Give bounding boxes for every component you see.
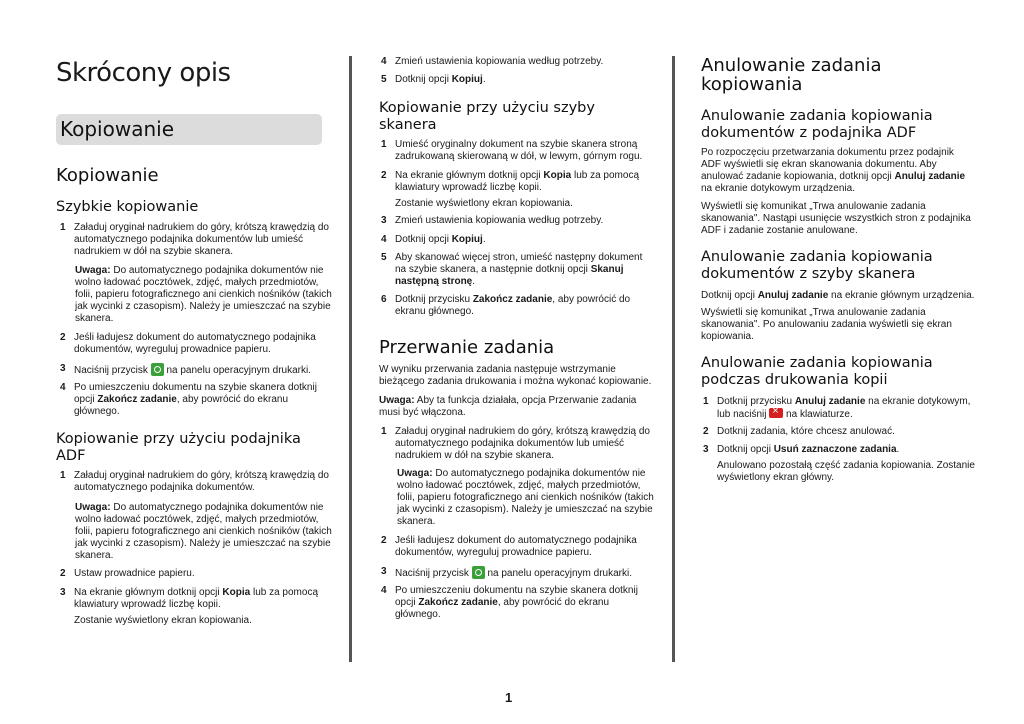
text-line [74, 394, 317, 406]
text-segment: . [472, 276, 476, 287]
text-line [717, 408, 970, 421]
text-line: dokumentów, wyreguluj prowadnice papieru. [395, 547, 592, 558]
step-text [395, 294, 630, 318]
note-text: Do automatycznego podajnika dokumentów nie [110, 265, 324, 276]
option-zakoncz-zadanie: Zakończ zadanie [97, 394, 177, 405]
text-line: na ekranie dotykowym urządzenia. [701, 183, 855, 194]
text-line: Zostanie wyświetlony ekran kopiowania. [395, 198, 573, 209]
text-segment: Dotknij opcji [395, 234, 452, 245]
column-divider-right [672, 56, 675, 662]
heading-kopiowanie-szyba [379, 100, 595, 134]
text-line [395, 264, 642, 276]
step-number: 2 [381, 170, 387, 181]
step-text [395, 566, 632, 580]
heading-line: skanera [379, 117, 437, 133]
step-text [717, 426, 895, 438]
text-line: Po rozpoczęciu przetwarzania dokumentu przez podajnik [701, 147, 954, 158]
text-line [75, 265, 335, 277]
text-line [74, 587, 318, 599]
text-line: nadrukiem w dół na szybie skanera. [74, 246, 233, 257]
text-line: wolno ładować pocztówek, zdjęć, małych przedmiotów, [75, 514, 319, 525]
step-number: 2 [703, 426, 709, 437]
text-line: folii, papieru fotograficznego ani cienkich nośników (takich [75, 526, 332, 537]
text-line [395, 234, 486, 246]
heading-line: podczas drukowania kopii [701, 372, 888, 388]
text-line: automatycznego podajnika dokumentów lub umieść [395, 438, 625, 449]
step-number: 2 [60, 332, 66, 343]
text-segment: na szybie skanera, a następnie dotknij opcji [395, 264, 591, 275]
text-line: Ustaw prowadnice papieru. [74, 568, 195, 579]
text-line: Zostanie wyświetlony ekran kopiowania. [74, 615, 252, 626]
step-text [74, 470, 329, 494]
step-text [395, 234, 486, 246]
text-segment: na klawiaturze. [783, 409, 853, 420]
text-segment: Dotknij opcji [395, 74, 452, 85]
step-number: 3 [381, 215, 387, 226]
text-line [395, 294, 630, 306]
stop-button-icon [769, 408, 783, 418]
text-line [717, 444, 975, 456]
step-number: 3 [381, 566, 387, 577]
text-line: Jeśli ładujesz dokument do automatycznego podajnika [395, 535, 637, 546]
text-line: kopiowania. [701, 331, 754, 342]
heading-anulowanie-szyba [701, 249, 933, 283]
text-segment: lub za pomocą [571, 170, 640, 181]
note [75, 502, 335, 562]
note-label: Uwaga: [379, 395, 415, 406]
text-segment: Na ekranie głównym dotknij opcji [74, 587, 223, 598]
text-segment: Dotknij opcji [701, 290, 758, 301]
text-line: wyświetlony ekran główny. [717, 472, 835, 483]
text-line: wolno ładować pocztówek, zdjęć, małych przedmiotów, [75, 277, 319, 288]
heading-line: Kopiowanie przy użyciu szyby [379, 100, 595, 116]
heading-line: kopiowania [701, 74, 803, 95]
text-segment: . [482, 234, 486, 245]
text-line: Załaduj oryginał nadrukiem do góry, krótszą krawędzią do [395, 426, 650, 437]
page-title: Skrócony opis [56, 58, 231, 88]
step-number: 1 [381, 426, 387, 437]
text-line: Wyświetli się komunikat „Trwa anulowanie zadania [701, 307, 926, 318]
text-line: ADF wyświetli się ekran skanowania dokumentu. Aby [701, 159, 937, 170]
step-number: 2 [381, 535, 387, 546]
text-line: skanera. [75, 550, 114, 561]
text-segment: Naciśnij przycisk [395, 568, 472, 579]
text-line: jak wycinki z czasopism). Należy je umieszczać na szybie [397, 504, 653, 515]
text-segment: . [896, 444, 900, 455]
text-line: jak wycinki z czasopism). Należy je umieszczać na szybie [75, 301, 331, 312]
text-line: Zmień ustawienia kopiowania według potrzeby. [395, 215, 604, 226]
text-segment: na panelu operacyjnym drukarki. [484, 568, 632, 579]
text-line: klawiatury wprowadź liczbę kopii. [395, 182, 542, 193]
text-line: folii, papieru fotograficznego ani cienkich nośników (takich [75, 289, 332, 300]
text-line: bieżącego zadania drukowania i można wykonać kopiowanie. [379, 376, 652, 387]
paragraph [379, 364, 659, 388]
step-number: 1 [381, 139, 387, 150]
paragraph [701, 290, 991, 302]
paragraph [701, 201, 991, 237]
note [379, 395, 659, 419]
option-anuluj-zadanie: Anuluj zadanie [894, 171, 966, 182]
option-zakoncz-zadanie: Zakończ zadanie [418, 597, 498, 608]
text-segment: Dotknij opcji [717, 444, 774, 455]
text-segment: . [482, 74, 486, 85]
text-segment: anulować zadanie kopiowania, dotknij opcji [701, 171, 895, 182]
step-text [395, 139, 642, 163]
option-skanuj: Skanuj [590, 264, 624, 275]
heading-line: Anulowanie zadania kopiowania [701, 249, 933, 265]
text-segment: , aby powrócić do ekranu [176, 394, 288, 405]
step-text [74, 382, 317, 418]
note-label: Uwaga: [75, 502, 111, 513]
step-number: 4 [60, 382, 66, 393]
step-text [74, 568, 195, 580]
text-line: wolno ładować pocztówek, zdjęć, małych przedmiotów, [397, 480, 641, 491]
text-segment: , aby powrócić do [552, 294, 631, 305]
note-text: Aby ta funkcja działała, opcja Przerwanie zadania [414, 395, 637, 406]
text-segment: Dotknij przycisku [717, 396, 795, 407]
option-usun-zaznaczone-zadania: Usuń zaznaczone zadania [773, 444, 897, 455]
text-segment: opcji [395, 597, 419, 608]
text-line: Dotknij zadania, które chcesz anulować. [717, 426, 895, 437]
text-line: Po umieszczeniu dokumentu na szybie skanera dotknij [74, 382, 317, 393]
step-number: 1 [60, 470, 66, 481]
text-line: Aby skanować więcej stron, umieść następny dokument [395, 252, 643, 263]
heading-przerwanie-zadania: Przerwanie zadania [379, 337, 555, 358]
start-button-icon [151, 363, 164, 376]
heading-anulowanie-drukowanie [701, 355, 933, 389]
option-kopia: Kopia [222, 587, 251, 598]
text-line: nadrukiem w dół na szybie skanera. [395, 450, 554, 461]
text-line [701, 171, 991, 183]
note [75, 265, 335, 325]
text-line: automatycznego podajnika dokumentów lub umieść [74, 234, 304, 245]
step-number: 4 [381, 56, 387, 67]
step-text [74, 222, 329, 258]
text-line [395, 597, 638, 609]
text-line: klawiatury wprowadź liczbę kopii. [74, 599, 221, 610]
step-text [395, 535, 637, 559]
option-anuluj-zadanie: Anuluj zadanie [794, 396, 866, 407]
text-segment: Naciśnij przycisk [74, 365, 151, 376]
step-number: 5 [381, 74, 387, 85]
heading-kopiowanie: Kopiowanie [56, 165, 159, 186]
text-segment: opcji [74, 394, 98, 405]
text-line: Załaduj oryginał nadrukiem do góry, krótszą krawędzią do [74, 470, 329, 481]
step-number: 3 [60, 363, 66, 374]
note-label: Uwaga: [397, 468, 433, 479]
text-line [395, 170, 639, 182]
page-number: 1 [505, 690, 513, 705]
heading-line: Kopiowanie przy użyciu podajnika [56, 431, 301, 447]
text-line: Anulowano pozostałą część zadania kopiowania. Zostanie [717, 460, 975, 471]
step-number: 6 [381, 294, 387, 305]
note-text: Do automatycznego podajnika dokumentów nie [432, 468, 646, 479]
step-text [395, 74, 486, 86]
text-line: skanera. [75, 313, 114, 324]
text-line: automatycznego podajnika dokumentów. [74, 482, 255, 493]
step-text [74, 363, 311, 377]
option-kopiuj: Kopiuj [451, 234, 483, 245]
note-text: Do automatycznego podajnika dokumentów nie [110, 502, 324, 513]
text-line: głównego. [74, 406, 120, 417]
start-button-icon [472, 566, 485, 579]
heading-anulowanie-zadania-kopiowania [701, 56, 881, 94]
paragraph [701, 307, 991, 343]
step-number: 4 [381, 234, 387, 245]
text-line [717, 396, 970, 408]
text-line: Po umieszczeniu dokumentu na szybie skanera dotknij [395, 585, 638, 596]
text-line: folii, papieru fotograficznego ani cienkich nośników (takich [397, 492, 654, 503]
step-number: 2 [60, 568, 66, 579]
text-line: W wyniku przerwania zadania następuje wstrzymanie [379, 364, 616, 375]
text-line: musi być włączona. [379, 407, 466, 418]
option-kopia: Kopia [543, 170, 572, 181]
option-nastepna-strone: następną stronę [395, 276, 473, 287]
text-line [395, 276, 642, 288]
paragraph [701, 147, 991, 195]
text-segment: na ekranie głównym urządzenia. [828, 290, 975, 301]
text-segment: , aby powrócić do ekranu [497, 597, 609, 608]
heading-szybkie-kopiowanie: Szybkie kopiowanie [56, 199, 199, 215]
text-line: Załaduj oryginał nadrukiem do góry, krótszą krawędzią do [74, 222, 329, 233]
heading-line: Anulowanie zadania kopiowania [701, 108, 933, 124]
text-line: Jeśli ładujesz dokument do automatycznego podajnika [74, 332, 316, 343]
text-line [701, 290, 991, 302]
step-text [395, 215, 603, 227]
step-number: 4 [381, 585, 387, 596]
text-line: skanowania". Po anulowaniu zadania wyświetli się ekran [701, 319, 952, 330]
step-text [74, 332, 316, 356]
heading-line: dokumentów z szyby skanera [701, 266, 916, 282]
heading-line: dokumentów z podajnika ADF [701, 125, 917, 141]
text-line: ekranu głównego. [395, 306, 474, 317]
text-line: skanowania". Nastąpi usunięcie wszystkich stron z podajnika [701, 213, 971, 224]
text-line [395, 74, 486, 86]
text-line: zadrukowaną skierowaną w dół, w lewym, górnym rogu. [395, 151, 643, 162]
text-line: Umieść oryginalny dokument na szybie skanera stroną [395, 139, 638, 150]
step-text [717, 444, 975, 484]
text-line [395, 566, 632, 580]
column-divider-left [349, 56, 352, 662]
text-line: jak wycinki z czasopism). Należy je umieszczać na szybie [75, 538, 331, 549]
text-line: Wyświetli się komunikat „Trwa anulowanie zadania [701, 201, 926, 212]
option-kopiuj: Kopiuj [451, 74, 483, 85]
heading-line: Anulowanie zadania kopiowania [701, 355, 933, 371]
step-text [395, 252, 642, 288]
text-line: skanera. [397, 516, 436, 527]
step-number: 5 [381, 252, 387, 263]
heading-kopiowanie-adf [56, 431, 301, 465]
text-line [379, 395, 659, 407]
option-zakoncz-zadanie: Zakończ zadanie [472, 294, 553, 305]
text-segment: lub za pomocą [250, 587, 319, 598]
step-number: 3 [60, 587, 66, 598]
text-line: głównego. [395, 609, 441, 620]
text-segment: Dotknij przycisku [395, 294, 473, 305]
note [397, 468, 657, 528]
step-text [395, 170, 639, 210]
heading-line: ADF [56, 448, 86, 464]
section-band-kopiowanie: Kopiowanie [56, 114, 322, 145]
text-line [75, 502, 335, 514]
text-line: dokumentów, wyreguluj prowadnice papieru. [74, 344, 271, 355]
step-text [395, 56, 603, 68]
text-line: Zmień ustawienia kopiowania według potrzeby. [395, 56, 604, 67]
option-anuluj-zadanie: Anuluj zadanie [757, 290, 829, 301]
text-segment: na panelu operacyjnym drukarki. [163, 365, 311, 376]
text-line [397, 468, 657, 480]
text-segment: na ekranie dotykowym, [865, 396, 971, 407]
step-text [717, 396, 970, 421]
step-number: 3 [703, 444, 709, 455]
note-label: Uwaga: [75, 265, 111, 276]
text-segment: Na ekranie głównym dotknij opcji [395, 170, 544, 181]
heading-line: Anulowanie zadania [701, 55, 882, 76]
step-number: 1 [703, 396, 709, 407]
text-line [74, 363, 311, 377]
step-text [74, 587, 318, 627]
heading-anulowanie-adf [701, 108, 933, 142]
text-segment: lub naciśnij [717, 409, 770, 420]
step-text [395, 585, 638, 621]
step-number: 1 [60, 222, 66, 233]
text-line: ADF i zadanie zostanie anulowane. [701, 225, 858, 236]
step-text [395, 426, 650, 462]
